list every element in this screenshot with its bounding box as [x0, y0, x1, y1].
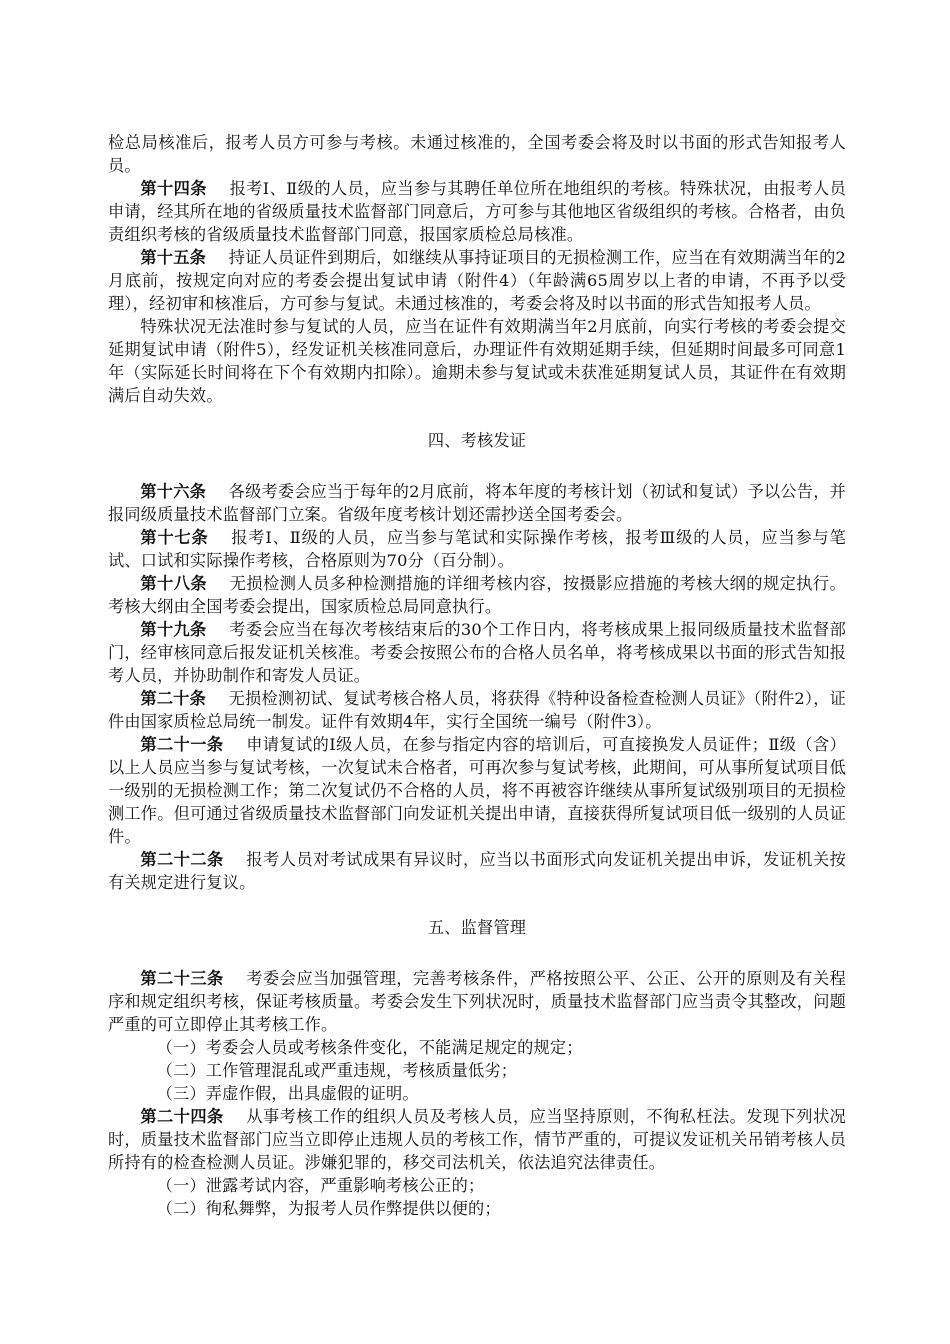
article-24 [108, 1105, 846, 1174]
section-heading-4: 四、考核发证 [427, 431, 527, 450]
article-text: 各级考委会应当于每年的2月底前，将本年度的考核计划（初试和复试）予以公告，并报同级质量技术监督部门立案。省级年度考核计划还需抄送全国考委会。 [108, 482, 846, 524]
list-item: （二）徇私舞弊，为报考人员作弊提供以便的； [156, 1199, 501, 1218]
article-label: 第二十条 [140, 689, 206, 708]
paragraph-continued: 检总局核准后，报考人员方可参与考核。未通过核准的，全国考委会将及时以书面的形式告知报考人员。 [108, 133, 846, 175]
article-label: 第十八条 [140, 574, 208, 593]
article-label: 第十四条 [140, 179, 207, 198]
document-page [108, 131, 846, 1220]
article-19 [108, 618, 846, 687]
article-text: 申请复试的Ⅰ级人员，在参与指定内容的培训后，可直接换发人员证件；Ⅱ级（含）以上人员应当参与复试考核，一次复试未合格者，可再次参与复试考核，此期间，可从事所复试项目低一级别的无损检测工作；第二次复试仍不合格的人员，将不再被容许继续从事所复试级别项目的无损检测工作。但可通过省级质量技术监督部门向发证机关提出申请，直接获得所复试项目低一级别的人员证件。 [108, 735, 847, 846]
article-label: 第十七条 [140, 528, 209, 547]
article-label: 第十六条 [140, 482, 206, 501]
article-text: 报考Ⅰ、Ⅱ级的人员，应当参与其聘任单位所在地组织的考核。特殊状况，由报考人员申请，经其所在地的省级质量技术监督部门同意后，方可参与其他地区省级组织的考核。合格者，由负责组织考核的省级质量技术监督部门同意，报国家质检总局核准。 [108, 179, 846, 244]
article-text: 从事考核工作的组织人员及考核人员，应当坚持原则，不徇私枉法。发现下列状况时，质量技术监督部门应当立即停止违规人员的考核工作，情节严重的，可提议发证机关吊销考核人员所持有的检查检测人员证。涉嫌犯罪的，移交司法机关，依法追究法律责任。 [108, 1107, 847, 1172]
article-text: 无损检测人员多种检测措施的详细考核内容，按摄影应措施的考核大纲的规定执行。考核大纲由全国考委会提出，国家质检总局同意执行。 [108, 574, 846, 616]
article-text: 报考Ⅰ、Ⅱ级的人员，应当参与笔试和实际操作考核，报考Ⅲ级的人员，应当参与笔试、口试和实际操作考核，合格原则为70分（百分制）。 [108, 528, 846, 570]
article-15 [108, 246, 846, 315]
article-label: 第十五条 [140, 248, 206, 267]
article-23 [108, 967, 846, 1036]
paragraph-extension: 特殊状况无法准时参与复试的人员，应当在证件有效期满当年2月底前，向实行考核的考委会提交延期复试申请（附件5），经发证机关核准同意后，办理证件有效期延期手续，但延期时间最多可同意1年（实际延长时间将在下个有效期内扣除）。逾期未参与复试或未获准延期复试人员，其证件在有效期满后自动失效。 [108, 317, 846, 405]
article-16 [108, 480, 846, 526]
article-text: 报考人员对考试成果有异议时，应当以书面形式向发证机关提出申诉，发证机关按有关规定进行复议。 [108, 850, 847, 892]
article-20 [108, 687, 846, 733]
article-text: 考委会应当在每次考核结束后的30个工作日内，将考核成果上报同级质量技术监督部门，经审核同意后报发证机关核准。考委会按照公布的合格人员名单，将考核成果以书面的形式告知报考人员，并协助制作和寄发人员证。 [108, 620, 846, 685]
article-label: 第十九条 [140, 620, 207, 639]
article-label: 第二十三条 [140, 969, 224, 988]
article-21 [108, 733, 846, 848]
list-item: （一）考委会人员或考核条件变化，不能满足规定的规定； [156, 1038, 583, 1057]
list-item: （三）弄虚作假，出具虚假的证明。 [156, 1084, 419, 1103]
article-label: 第二十一条 [140, 735, 224, 754]
article-text: 考委会应当加强管理，完善考核条件，严格按照公平、公正、公开的原则及有关程序和规定组织考核，保证考核质量。考委会发生下列状况时，质量技术监督部门应当责令其整改，问题严重的可立即停止其考核工作。 [108, 969, 847, 1034]
section-heading-5: 五、监督管理 [427, 918, 527, 937]
article-22 [108, 848, 846, 894]
article-17 [108, 526, 846, 572]
article-14 [108, 177, 846, 246]
article-18 [108, 572, 846, 618]
article-text: 无损检测初试、复试考核合格人员，将获得《特种设备检查检测人员证》（附件2），证件由国家质检总局统一制发。证件有效期4年，实行全国统一编号（附件3）。 [108, 689, 846, 731]
list-item: （二）工作管理混乱或严重违规，考核质量低劣； [156, 1061, 518, 1080]
article-label: 第二十四条 [140, 1107, 224, 1126]
list-item: （一）泄露考试内容，严重影响考核公正的； [156, 1176, 485, 1195]
article-label: 第二十二条 [140, 850, 224, 869]
article-text: 持证人员证件到期后，如继续从事持证项目的无损检测工作，应当在有效期满当年的2月底前，按规定向对应的考委会提出复试申请（附件4）（年龄满65周岁以上者的申请，不再予以受理），经初审和核准后，方可参与复试。未通过核准的，考委会将及时以书面的形式告知报考人员。 [108, 248, 846, 313]
